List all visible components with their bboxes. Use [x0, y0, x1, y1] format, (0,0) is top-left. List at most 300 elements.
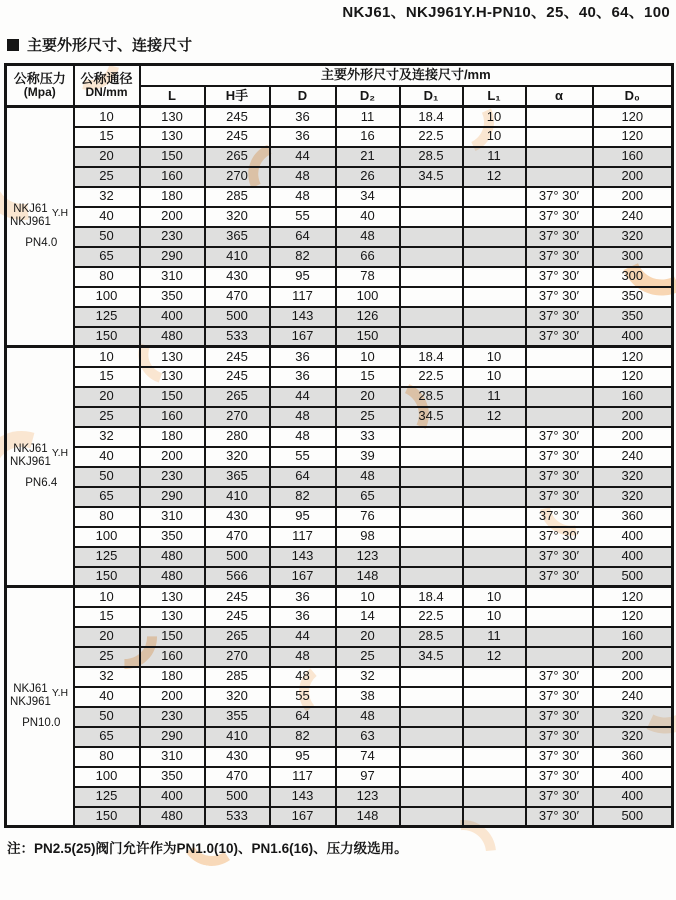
cell-d1	[400, 667, 463, 687]
cell-d0: 200	[593, 187, 673, 207]
cell-alpha: 37° 30′	[526, 247, 593, 267]
cell-d2: 14	[336, 607, 400, 627]
pressure-class-cell	[6, 107, 74, 347]
cell-alpha	[526, 407, 593, 427]
cell-h: 245	[205, 347, 270, 367]
cell-alpha	[526, 347, 593, 367]
cell-l: 230	[140, 707, 205, 727]
cell-dn: 25	[74, 647, 140, 667]
cell-alpha: 37° 30′	[526, 507, 593, 527]
cell-d1	[400, 287, 463, 307]
cell-d0: 200	[593, 667, 673, 687]
cell-d0: 360	[593, 747, 673, 767]
cell-d0: 320	[593, 467, 673, 487]
cell-d: 36	[270, 127, 336, 147]
cell-l1: 10	[463, 367, 526, 387]
cell-d: 48	[270, 647, 336, 667]
cell-alpha	[526, 147, 593, 167]
cell-d2: 26	[336, 167, 400, 187]
cell-d: 36	[270, 367, 336, 387]
cell-d: 95	[270, 747, 336, 767]
cell-h: 410	[205, 727, 270, 747]
cell-l: 310	[140, 267, 205, 287]
cell-l: 400	[140, 787, 205, 807]
cell-dn: 65	[74, 247, 140, 267]
cell-d2: 148	[336, 807, 400, 827]
cell-d: 48	[270, 427, 336, 447]
cell-d2: 48	[336, 227, 400, 247]
cell-l1	[463, 247, 526, 267]
cell-d2: 78	[336, 267, 400, 287]
cell-alpha: 37° 30′	[526, 307, 593, 327]
cell-alpha: 37° 30′	[526, 547, 593, 567]
cell-h: 320	[205, 687, 270, 707]
col-header-dn-line2: DN/mm	[85, 85, 128, 100]
cell-h: 265	[205, 147, 270, 167]
cell-d: 48	[270, 187, 336, 207]
cell-alpha	[526, 587, 593, 607]
col-header-5: L₁	[463, 86, 526, 107]
cell-dn: 80	[74, 507, 140, 527]
cell-l1	[463, 287, 526, 307]
cell-dn: 80	[74, 267, 140, 287]
cell-d0: 120	[593, 127, 673, 147]
cell-h: 500	[205, 307, 270, 327]
cell-alpha: 37° 30′	[526, 187, 593, 207]
cell-d2: 20	[336, 387, 400, 407]
cell-d0: 320	[593, 227, 673, 247]
section-heading	[7, 34, 192, 55]
cell-h: 285	[205, 187, 270, 207]
cell-h: 265	[205, 627, 270, 647]
col-header-6: α	[526, 86, 593, 107]
cell-alpha	[526, 167, 593, 187]
cell-dn: 40	[74, 207, 140, 227]
cell-l1	[463, 527, 526, 547]
cell-l: 130	[140, 127, 205, 147]
col-header-dn-line1: 公称通径	[80, 70, 133, 86]
cell-d0: 400	[593, 787, 673, 807]
cell-d2: 98	[336, 527, 400, 547]
cell-d1	[400, 307, 463, 327]
cell-h: 365	[205, 227, 270, 247]
cell-l1	[463, 767, 526, 787]
cell-d: 117	[270, 287, 336, 307]
cell-d2: 25	[336, 647, 400, 667]
cell-d2: 33	[336, 427, 400, 447]
cell-l: 200	[140, 447, 205, 467]
cell-dn: 32	[74, 427, 140, 447]
cell-d2: 34	[336, 187, 400, 207]
cell-d0: 240	[593, 447, 673, 467]
cell-dn: 100	[74, 527, 140, 547]
cell-d: 44	[270, 627, 336, 647]
cell-dn: 25	[74, 407, 140, 427]
model-name-line1: NKJ61	[13, 442, 48, 455]
cell-d2: 10	[336, 587, 400, 607]
cell-dn: 15	[74, 367, 140, 387]
cell-d2: 10	[336, 347, 400, 367]
cell-l: 480	[140, 547, 205, 567]
cell-d0: 300	[593, 247, 673, 267]
model-suffix: Y.H	[51, 207, 69, 220]
cell-dn: 20	[74, 147, 140, 167]
cell-d: 167	[270, 807, 336, 827]
pn-label: PN10.0	[22, 717, 61, 730]
cell-alpha	[526, 627, 593, 647]
model-name-line2: NKJ961	[10, 216, 51, 229]
cell-d0: 200	[593, 407, 673, 427]
cell-l: 400	[140, 307, 205, 327]
cell-l1	[463, 747, 526, 767]
cell-l1	[463, 187, 526, 207]
cell-d: 64	[270, 227, 336, 247]
cell-d0: 240	[593, 687, 673, 707]
cell-l1	[463, 447, 526, 467]
cell-l1	[463, 487, 526, 507]
cell-d: 36	[270, 587, 336, 607]
cell-l: 130	[140, 347, 205, 367]
cell-dn: 150	[74, 567, 140, 587]
cell-h: 355	[205, 707, 270, 727]
cell-h: 500	[205, 547, 270, 567]
cell-h: 245	[205, 587, 270, 607]
col-header-2: D	[270, 86, 336, 107]
cell-h: 245	[205, 367, 270, 387]
cell-alpha: 37° 30′	[526, 207, 593, 227]
cell-d: 82	[270, 247, 336, 267]
cell-dn: 10	[74, 107, 140, 127]
cell-h: 533	[205, 327, 270, 347]
cell-l1	[463, 427, 526, 447]
cell-d1	[400, 727, 463, 747]
cell-alpha: 37° 30′	[526, 287, 593, 307]
cell-alpha: 37° 30′	[526, 447, 593, 467]
cell-d: 64	[270, 467, 336, 487]
cell-d1	[400, 507, 463, 527]
cell-d2: 100	[336, 287, 400, 307]
cell-dn: 20	[74, 387, 140, 407]
cell-l: 150	[140, 147, 205, 167]
cell-l: 180	[140, 427, 205, 447]
cell-d2: 126	[336, 307, 400, 327]
cell-d2: 66	[336, 247, 400, 267]
col-header-4: D₁	[400, 86, 463, 107]
cell-d: 143	[270, 307, 336, 327]
cell-d0: 120	[593, 107, 673, 127]
cell-h: 470	[205, 527, 270, 547]
cell-d: 143	[270, 787, 336, 807]
cell-d: 167	[270, 327, 336, 347]
cell-l1	[463, 227, 526, 247]
cell-d2: 16	[336, 127, 400, 147]
cell-d: 36	[270, 347, 336, 367]
col-header-pressure-line2: (Mpa)	[23, 85, 56, 100]
cell-d0: 360	[593, 507, 673, 527]
page-title: NKJ61、NKJ961Y.H-PN10、25、40、64、100	[342, 4, 670, 21]
cell-d1	[400, 767, 463, 787]
cell-d2: 65	[336, 487, 400, 507]
cell-d0: 200	[593, 427, 673, 447]
cell-l1: 10	[463, 587, 526, 607]
cell-l: 350	[140, 527, 205, 547]
cell-l1	[463, 307, 526, 327]
section-heading-text: 主要外形尺寸、连接尺寸	[27, 37, 193, 54]
cell-l: 130	[140, 367, 205, 387]
cell-l1: 11	[463, 627, 526, 647]
cell-l1	[463, 807, 526, 827]
cell-d1	[400, 247, 463, 267]
cell-d0: 400	[593, 767, 673, 787]
cell-d2: 21	[336, 147, 400, 167]
cell-d1	[400, 687, 463, 707]
cell-d1	[400, 707, 463, 727]
cell-d0: 160	[593, 387, 673, 407]
cell-dn: 10	[74, 587, 140, 607]
cell-d: 64	[270, 707, 336, 727]
cell-d0: 120	[593, 367, 673, 387]
cell-dn: 32	[74, 187, 140, 207]
cell-dn: 25	[74, 167, 140, 187]
cell-l: 130	[140, 587, 205, 607]
pn-label: PN4.0	[25, 237, 58, 250]
cell-l: 290	[140, 727, 205, 747]
cell-dn: 100	[74, 287, 140, 307]
cell-h: 270	[205, 167, 270, 187]
cell-d: 36	[270, 107, 336, 127]
cell-d2: 40	[336, 207, 400, 227]
cell-d2: 20	[336, 627, 400, 647]
cell-dn: 10	[74, 347, 140, 367]
cell-alpha: 37° 30′	[526, 727, 593, 747]
cell-l1: 12	[463, 407, 526, 427]
cell-l1: 12	[463, 647, 526, 667]
cell-l: 150	[140, 627, 205, 647]
cell-h: 245	[205, 107, 270, 127]
cell-l: 480	[140, 567, 205, 587]
col-header-1: H手	[205, 86, 270, 107]
cell-d0: 320	[593, 487, 673, 507]
cell-dn: 50	[74, 227, 140, 247]
cell-l: 200	[140, 687, 205, 707]
cell-d2: 76	[336, 507, 400, 527]
cell-h: 430	[205, 507, 270, 527]
cell-d0: 160	[593, 147, 673, 167]
cell-alpha: 37° 30′	[526, 427, 593, 447]
cell-dn: 125	[74, 547, 140, 567]
cell-l: 130	[140, 107, 205, 127]
cell-h: 500	[205, 787, 270, 807]
cell-l: 130	[140, 607, 205, 627]
cell-alpha: 37° 30′	[526, 807, 593, 827]
cell-d1: 22.5	[400, 607, 463, 627]
col-header-dn	[74, 65, 140, 107]
cell-alpha: 37° 30′	[526, 687, 593, 707]
cell-alpha: 37° 30′	[526, 747, 593, 767]
cell-dn: 125	[74, 787, 140, 807]
cell-l1: 11	[463, 387, 526, 407]
cell-dn: 80	[74, 747, 140, 767]
cell-alpha	[526, 367, 593, 387]
cell-d0: 160	[593, 627, 673, 647]
cell-d1	[400, 327, 463, 347]
cell-dn: 40	[74, 687, 140, 707]
cell-h: 365	[205, 467, 270, 487]
cell-l1	[463, 707, 526, 727]
cell-d2: 48	[336, 707, 400, 727]
pn-label: PN6.4	[25, 477, 58, 490]
cell-alpha	[526, 387, 593, 407]
cell-l: 180	[140, 667, 205, 687]
cell-dn: 50	[74, 467, 140, 487]
cell-d0: 350	[593, 307, 673, 327]
cell-h: 285	[205, 667, 270, 687]
cell-h: 410	[205, 247, 270, 267]
cell-d: 167	[270, 567, 336, 587]
cell-d0: 120	[593, 607, 673, 627]
cell-d1: 22.5	[400, 367, 463, 387]
cell-d1	[400, 187, 463, 207]
cell-d: 82	[270, 487, 336, 507]
cell-d0: 350	[593, 287, 673, 307]
cell-d: 95	[270, 507, 336, 527]
cell-h: 470	[205, 767, 270, 787]
cell-d1	[400, 487, 463, 507]
cell-d0: 500	[593, 807, 673, 827]
cell-alpha: 37° 30′	[526, 667, 593, 687]
cell-d2: 150	[336, 327, 400, 347]
cell-h: 245	[205, 127, 270, 147]
cell-l: 180	[140, 187, 205, 207]
cell-d1: 28.5	[400, 387, 463, 407]
model-name-line2: NKJ961	[10, 696, 51, 709]
square-bullet-icon	[7, 39, 19, 51]
cell-l: 160	[140, 647, 205, 667]
cell-l1	[463, 727, 526, 747]
cell-alpha: 37° 30′	[526, 767, 593, 787]
cell-d: 143	[270, 547, 336, 567]
cell-d2: 48	[336, 467, 400, 487]
cell-h: 533	[205, 807, 270, 827]
cell-d: 55	[270, 687, 336, 707]
cell-dn: 150	[74, 807, 140, 827]
cell-d: 48	[270, 667, 336, 687]
cell-alpha: 37° 30′	[526, 467, 593, 487]
cell-d: 44	[270, 147, 336, 167]
cell-d2: 148	[336, 567, 400, 587]
cell-l1	[463, 507, 526, 527]
cell-d: 117	[270, 767, 336, 787]
cell-d0: 240	[593, 207, 673, 227]
cell-d0: 400	[593, 527, 673, 547]
cell-alpha: 37° 30′	[526, 267, 593, 287]
cell-dn: 65	[74, 487, 140, 507]
cell-l: 350	[140, 767, 205, 787]
cell-d2: 63	[336, 727, 400, 747]
cell-d1: 18.4	[400, 347, 463, 367]
cell-d0: 300	[593, 267, 673, 287]
cell-alpha: 37° 30′	[526, 567, 593, 587]
cell-h: 430	[205, 267, 270, 287]
model-name-line1: NKJ61	[13, 202, 48, 215]
cell-d1	[400, 207, 463, 227]
cell-d1	[400, 467, 463, 487]
cell-l: 310	[140, 507, 205, 527]
cell-d: 48	[270, 167, 336, 187]
cell-d1: 34.5	[400, 167, 463, 187]
dimensions-table	[4, 63, 674, 828]
cell-dn: 100	[74, 767, 140, 787]
col-header-0: L	[140, 86, 205, 107]
cell-d: 95	[270, 267, 336, 287]
cell-l: 480	[140, 327, 205, 347]
cell-alpha: 37° 30′	[526, 787, 593, 807]
cell-d0: 400	[593, 327, 673, 347]
cell-d0: 120	[593, 587, 673, 607]
cell-d: 36	[270, 607, 336, 627]
cell-d2: 74	[336, 747, 400, 767]
cell-d2: 25	[336, 407, 400, 427]
cell-d1	[400, 807, 463, 827]
cell-d1	[400, 527, 463, 547]
cell-d2: 15	[336, 367, 400, 387]
cell-d2: 32	[336, 667, 400, 687]
cell-dn: 65	[74, 727, 140, 747]
col-header-7: D₀	[593, 86, 673, 107]
cell-d: 44	[270, 387, 336, 407]
cell-h: 430	[205, 747, 270, 767]
cell-d1	[400, 447, 463, 467]
cell-l: 160	[140, 167, 205, 187]
cell-dn: 125	[74, 307, 140, 327]
col-header-pressure	[6, 65, 74, 107]
cell-d2: 11	[336, 107, 400, 127]
model-name-line2: NKJ961	[10, 456, 51, 469]
cell-l1	[463, 687, 526, 707]
cell-h: 410	[205, 487, 270, 507]
cell-d2: 39	[336, 447, 400, 467]
cell-d1: 34.5	[400, 407, 463, 427]
cell-h: 270	[205, 647, 270, 667]
cell-l1	[463, 567, 526, 587]
cell-d0: 120	[593, 347, 673, 367]
cell-d1	[400, 267, 463, 287]
cell-d: 48	[270, 407, 336, 427]
cell-h: 270	[205, 407, 270, 427]
cell-h: 280	[205, 427, 270, 447]
col-header-span: 主要外形尺寸及连接尺寸/mm	[140, 65, 673, 86]
cell-l1: 11	[463, 147, 526, 167]
cell-l1: 10	[463, 107, 526, 127]
cell-dn: 150	[74, 327, 140, 347]
cell-d0: 500	[593, 567, 673, 587]
cell-l: 310	[140, 747, 205, 767]
cell-d2: 38	[336, 687, 400, 707]
pressure-class-cell	[6, 347, 74, 587]
cell-d: 55	[270, 447, 336, 467]
cell-d1: 28.5	[400, 627, 463, 647]
cell-d0: 200	[593, 167, 673, 187]
cell-d1	[400, 427, 463, 447]
cell-h: 320	[205, 207, 270, 227]
cell-alpha: 37° 30′	[526, 527, 593, 547]
cell-d1: 34.5	[400, 647, 463, 667]
cell-dn: 15	[74, 127, 140, 147]
pressure-class-cell	[6, 587, 74, 827]
cell-l1	[463, 327, 526, 347]
cell-l: 290	[140, 247, 205, 267]
cell-alpha: 37° 30′	[526, 327, 593, 347]
